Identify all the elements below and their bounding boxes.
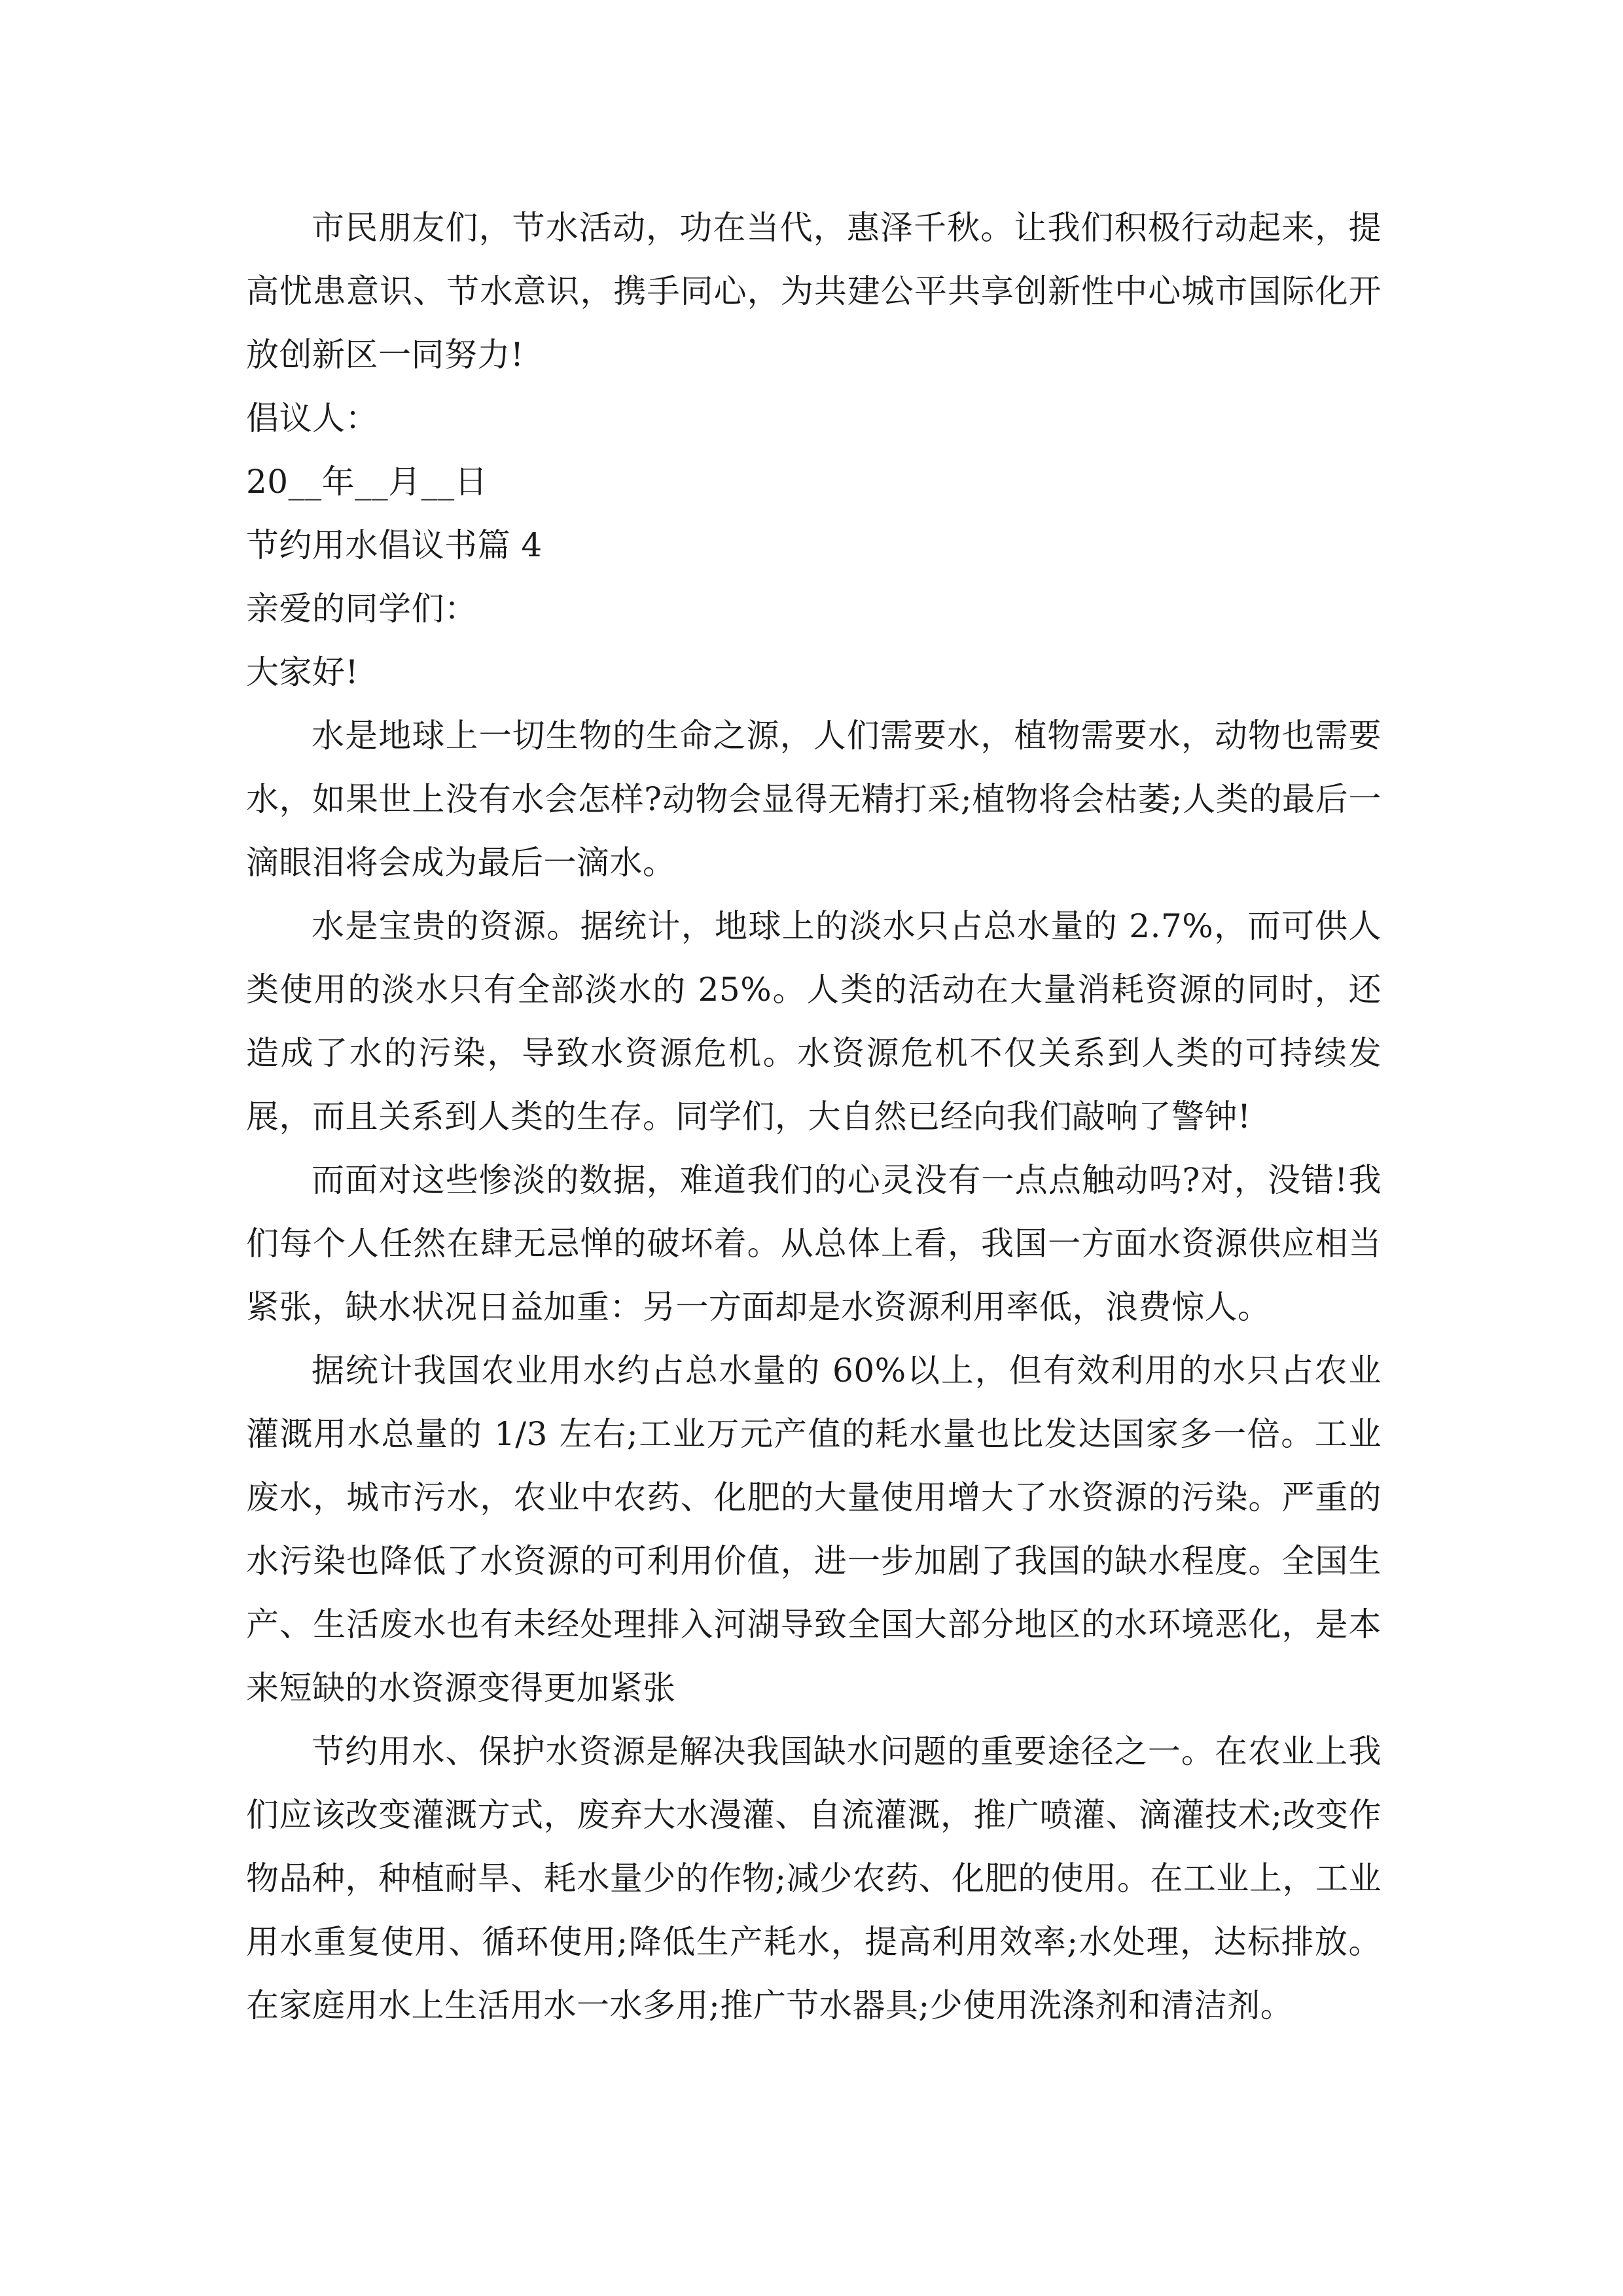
date-line: 20__年__月__日 — [246, 463, 488, 501]
salutation: 亲爱的同学们： — [246, 590, 478, 628]
greeting: 大家好! — [246, 653, 359, 691]
proposer-label: 倡议人： — [246, 399, 378, 437]
document-body — [246, 196, 1382, 2037]
section-title: 节约用水倡议书篇 4 — [246, 526, 543, 564]
paragraph-water-resource: 水是宝贵的资源。据统计，地球上的淡水只占总水量的 2.7%，而可供人类使用的淡水只有全部淡水的 25%。人类的活动在大量消耗资源的同时，还造成了水的污染，导致水资源危机。水资源危机不仅关系到人类的可持续发展，而且关系到人类的生存。同学们，大自然已经向我们敲响了警钟! — [246, 907, 1382, 1136]
paragraph-conservation: 节约用水、保护水资源是解决我国缺水问题的重要途径之一。在农业上我们应该改变灌溉方式，废弃大水漫灌、自流灌溉，推广喷灌、滴灌技术;改变作物品种，种植耐旱、耗水量少的作物;减少农药、化肥的使用。在工业上，工业用水重复使用、循环使用;降低生产耗水，提高利用效率;水处理，达标排放。在家庭用水上生活用水一水多用;推广节水器具;少使用洗涤剂和清洁剂。 — [246, 1732, 1382, 2024]
paragraph-statistics: 据统计我国农业用水约占总水量的 60%以上，但有效利用的水只占农业灌溉用水总量的 1/3 左右;工业万元产值的耗水量也比发达国家多一倍。工业废水，城市污水，农业中农药、化肥的大量使用增大了水资源的污染。严重的水污染也降低了水资源的可利用价值，进一步加剧了我国的缺水程度。全国生产、生活废水也有未经处理排入河湖导致全国大部分地区的水环境恶化，是本来短缺的水资源变得更加紧张 — [246, 1352, 1382, 1707]
paragraph-water-source: 水是地球上一切生物的生命之源，人们需要水，植物需要水，动物也需要水，如果世上没有水会怎样?动物会显得无精打采;植物将会枯萎;人类的最后一滴眼泪将会成为最后一滴水。 — [246, 717, 1382, 882]
closing-paragraph: 市民朋友们，节水活动，功在当代，惠泽千秋。让我们积极行动起来，提高忧患意识、节水意识，携手同心，为共建公平共享创新性中心城市国际化开放创新区一同努力! — [246, 209, 1382, 374]
paragraph-data-reflection: 而面对这些惨淡的数据，难道我们的心灵没有一点点触动吗?对，没错!我们每个人任然在肆无忌惮的破坏着。从总体上看，我国一方面水资源供应相当紧张，缺水状况日益加重：另一方面却是水资源利用率低，浪费惊人。 — [246, 1161, 1382, 1326]
